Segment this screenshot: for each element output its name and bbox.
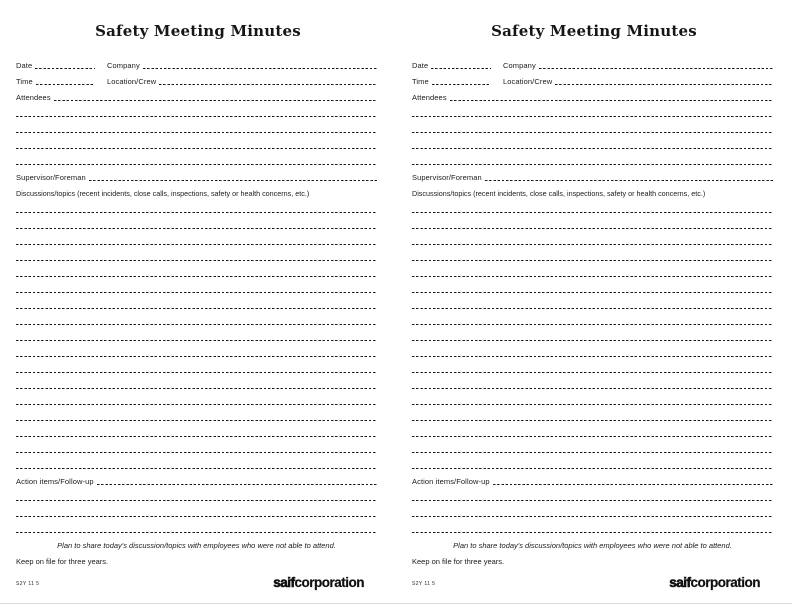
action-items-label: Action items/Follow-up (16, 477, 94, 486)
date-input-line (431, 68, 491, 69)
blank-input-line (412, 132, 773, 133)
blank-line-row (412, 262, 773, 278)
blank-line-row (16, 246, 377, 262)
blank-line-row (16, 326, 377, 342)
blank-line-row (412, 502, 773, 518)
blank-line-row (16, 198, 377, 214)
blank-input-line (412, 516, 773, 517)
location-crew-label: Location/Crew (503, 77, 553, 86)
blank-line-row (16, 390, 377, 406)
blank-line-row (16, 310, 377, 326)
supervisor-label: Supervisor/Foreman (16, 173, 86, 182)
action-items-label: Action items/Follow-up (412, 477, 490, 486)
share-note: Plan to share today's discussion/topics with employees who were not able to attend. (57, 541, 336, 550)
blank-input-line (16, 420, 377, 421)
date-company-row (412, 54, 773, 70)
discussions-label: Discussions/topics (recent incidents, close calls, inspections, safety or health concerns, etc.) (412, 189, 706, 198)
blank-input-line (412, 292, 773, 293)
blank-line-row (412, 278, 773, 294)
blank-line-row (412, 134, 773, 150)
blank-input-line (16, 260, 377, 261)
blank-input-line (16, 340, 377, 341)
blank-line-row (412, 438, 773, 454)
form-title: Safety Meeting Minutes (491, 22, 697, 40)
blank-line-row (16, 518, 377, 534)
form-body (412, 54, 773, 534)
blank-line-row (412, 406, 773, 422)
saif-logo-rest: corporation (690, 575, 760, 590)
form-copy-right (396, 0, 792, 612)
blank-input-line (16, 500, 377, 501)
blank-input-line (16, 324, 377, 325)
blank-line-row (16, 214, 377, 230)
blank-line-row (16, 486, 377, 502)
time-location-row (412, 70, 773, 86)
attendees-label: Attendees (16, 93, 51, 102)
date-company-row (16, 54, 377, 70)
blank-input-line (412, 244, 773, 245)
blank-input-line (16, 436, 377, 437)
blank-input-line (412, 372, 773, 373)
company-input-line (143, 68, 377, 69)
blank-input-line (412, 532, 773, 533)
blank-line-row (412, 358, 773, 374)
blank-input-line (16, 116, 377, 117)
blank-line-row (16, 262, 377, 278)
blank-input-line (16, 308, 377, 309)
saif-logo-bold: saif (273, 575, 295, 590)
action-items-row (412, 470, 773, 486)
page-edge-line (0, 603, 792, 604)
form-body (16, 54, 377, 534)
blank-line-row (412, 118, 773, 134)
blank-input-line (16, 532, 377, 533)
blank-line-row (412, 150, 773, 166)
time-location-row (16, 70, 377, 86)
blank-input-line (16, 388, 377, 389)
blank-input-line (16, 228, 377, 229)
blank-input-line (16, 404, 377, 405)
blank-line-row (412, 374, 773, 390)
blank-line-row (16, 150, 377, 166)
blank-line-row (16, 294, 377, 310)
blank-line-row (412, 102, 773, 118)
time-input-line (432, 84, 491, 85)
blank-input-line (16, 212, 377, 213)
time-input-line (36, 84, 95, 85)
blank-line-row (412, 326, 773, 342)
blank-input-line (412, 388, 773, 389)
blank-line-row (412, 294, 773, 310)
supervisor-row (16, 166, 377, 182)
blank-input-line (16, 148, 377, 149)
date-label: Date (412, 61, 429, 70)
action-blank-lines (16, 486, 377, 534)
supervisor-input-line (89, 180, 377, 181)
blank-input-line (16, 372, 377, 373)
blank-input-line (16, 276, 377, 277)
blank-input-line (412, 212, 773, 213)
form-code: S2Y 11 5 (16, 581, 40, 587)
blank-line-row (16, 102, 377, 118)
blank-line-row (16, 422, 377, 438)
company-input-line (539, 68, 773, 69)
blank-line-row (16, 406, 377, 422)
saif-logo (273, 576, 364, 590)
retention-note: Keep on file for three years. (16, 557, 109, 566)
blank-input-line (16, 292, 377, 293)
attendees-label: Attendees (412, 93, 447, 102)
action-items-input-line (493, 484, 773, 485)
action-blank-lines (412, 486, 773, 534)
blank-input-line (412, 420, 773, 421)
blank-line-row (16, 118, 377, 134)
blank-input-line (16, 164, 377, 165)
location-crew-label: Location/Crew (107, 77, 157, 86)
blank-input-line (412, 164, 773, 165)
location-crew-input-line (555, 84, 773, 85)
date-input-line (35, 68, 95, 69)
blank-input-line (412, 452, 773, 453)
attendees-input-line (54, 100, 377, 101)
retention-note: Keep on file for three years. (412, 557, 505, 566)
blank-line-row (16, 342, 377, 358)
time-label: Time (412, 77, 429, 86)
attendees-row (16, 86, 377, 102)
date-field (412, 61, 491, 70)
company-label: Company (503, 61, 536, 70)
blank-input-line (412, 356, 773, 357)
blank-input-line (412, 260, 773, 261)
blank-line-row (16, 134, 377, 150)
attendees-input-line (450, 100, 773, 101)
location-crew-input-line (159, 84, 377, 85)
blank-line-row (16, 438, 377, 454)
blank-line-row (412, 198, 773, 214)
supervisor-label: Supervisor/Foreman (412, 173, 482, 182)
blank-line-row (412, 214, 773, 230)
blank-input-line (16, 244, 377, 245)
blank-input-line (412, 308, 773, 309)
attendees-blank-lines (16, 102, 377, 166)
blank-line-row (412, 230, 773, 246)
supervisor-row (412, 166, 773, 182)
share-note: Plan to share today's discussion/topics with employees who were not able to attend. (453, 541, 732, 550)
blank-input-line (412, 468, 773, 469)
blank-line-row (412, 422, 773, 438)
blank-input-line (412, 324, 773, 325)
blank-line-row (16, 454, 377, 470)
discussions-row (16, 182, 377, 198)
blank-input-line (412, 276, 773, 277)
blank-input-line (412, 500, 773, 501)
blank-line-row (16, 278, 377, 294)
action-items-input-line (97, 484, 377, 485)
blank-line-row (412, 486, 773, 502)
blank-input-line (16, 468, 377, 469)
company-label: Company (107, 61, 140, 70)
saif-logo-bold: saif (669, 575, 691, 590)
saif-logo (669, 576, 760, 590)
blank-input-line (16, 452, 377, 453)
attendees-row (412, 86, 773, 102)
discussions-label: Discussions/topics (recent incidents, close calls, inspections, safety or health concerns, etc.) (16, 189, 310, 198)
blank-line-row (16, 502, 377, 518)
form-code: S2Y 11 5 (412, 581, 436, 587)
discussions-row (412, 182, 773, 198)
blank-line-row (412, 342, 773, 358)
saif-logo-rest: corporation (294, 575, 364, 590)
blank-input-line (16, 356, 377, 357)
discussions-blank-lines (412, 198, 773, 470)
blank-line-row (16, 230, 377, 246)
time-field (16, 77, 95, 86)
blank-input-line (412, 340, 773, 341)
blank-line-row (412, 246, 773, 262)
blank-input-line (412, 148, 773, 149)
blank-input-line (412, 116, 773, 117)
blank-line-row (16, 358, 377, 374)
discussions-blank-lines (16, 198, 377, 470)
supervisor-input-line (485, 180, 773, 181)
blank-input-line (16, 516, 377, 517)
action-items-row (16, 470, 377, 486)
time-field (412, 77, 491, 86)
blank-input-line (16, 132, 377, 133)
blank-input-line (412, 404, 773, 405)
date-field (16, 61, 95, 70)
blank-input-line (412, 436, 773, 437)
blank-line-row (412, 310, 773, 326)
blank-line-row (412, 390, 773, 406)
time-label: Time (16, 77, 33, 86)
date-label: Date (16, 61, 33, 70)
blank-line-row (412, 454, 773, 470)
form-title: Safety Meeting Minutes (95, 22, 301, 40)
blank-line-row (412, 518, 773, 534)
blank-line-row (16, 374, 377, 390)
blank-input-line (412, 228, 773, 229)
attendees-blank-lines (412, 102, 773, 166)
